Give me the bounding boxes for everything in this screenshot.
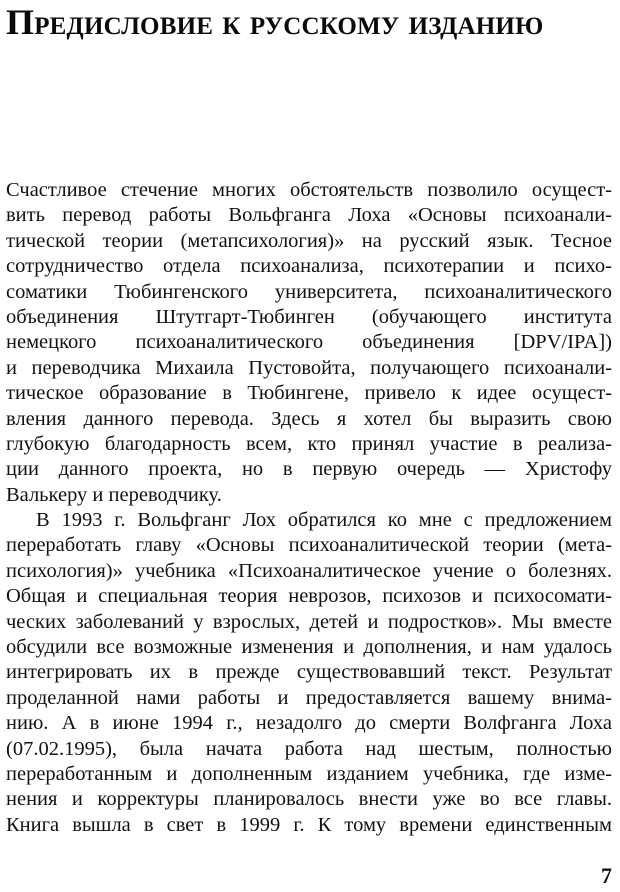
text-line: переработать главу «Основы психоаналитической теории (мета- [6, 534, 612, 557]
text-line: сотрудничество отдела психоанализа, психотерапии и психо- [6, 255, 612, 278]
text-line: переработанным и дополненным изданием учебника, где изме- [6, 762, 612, 785]
text-line: проделанной нами работы и предоставляется вашему внима- [6, 686, 612, 709]
text-line: Общая и специальная теория неврозов, психозов и психосомати- [6, 585, 612, 608]
text-line: ческих заболеваний у взрослых, детей и подростков». Мы вместе [6, 610, 612, 633]
text-line: Книга вышла в свет в 1999 г. К тому времени единственным [6, 813, 612, 836]
text-line: интегрировать их в прежде существовавший текст. Результат [6, 661, 612, 684]
text-line: соматики Тюбингенского университета, психоаналитического [6, 280, 612, 303]
body-text [6, 178, 612, 838]
text-line: В 1993 г. Вольфганг Лох обратился ко мне с предложением [36, 509, 612, 532]
text-line: немецкого психоаналитического объединения [DPV/IPA]) [6, 331, 612, 354]
text-line: Счастливое стечение многих обстоятельств позволило осущест- [6, 179, 612, 201]
text-line: вить перевод работы Вольфганга Лоха «Основы психоанали- [6, 204, 612, 227]
page-title: Предисловие к русскому изданию [6, 2, 544, 42]
page-number: 7 [601, 863, 612, 888]
text-line: глубокую благодарность всем, кто принял участие в реализа- [6, 432, 612, 455]
text-line: объединения Штутгарт-Тюбинген (обучающего института [6, 305, 612, 328]
text-line: нения и корректуры планировалось внести уже во все главы. [6, 788, 612, 811]
text-line: психология)» учебника «Психоаналитическое учение о болезнях. [6, 559, 612, 582]
text-line: и переводчика Михаила Пустовойта, получающего психоанали- [6, 356, 612, 379]
text-line: тическое образование в Тюбингене, привело к идее осущест- [6, 382, 612, 405]
text-line: обсудили все возможные изменения и дополнения, и нам удалось [6, 636, 612, 659]
text-line: Валькеру и переводчику. [6, 483, 222, 506]
text-line: (07.02.1995), была начата работа над шестым, полностью [6, 737, 612, 760]
text-line: вления данного перевода. Здесь я хотел бы выразить свою [6, 407, 612, 430]
text-line: ции данного проекта, но в первую очередь — Христофу [6, 458, 612, 481]
text-line: нию. А в июне 1994 г., незадолго до смерти Волфганга Лоха [6, 712, 612, 735]
text-line: тической теории (метапсихология)» на русский язык. Тесное [6, 229, 612, 252]
